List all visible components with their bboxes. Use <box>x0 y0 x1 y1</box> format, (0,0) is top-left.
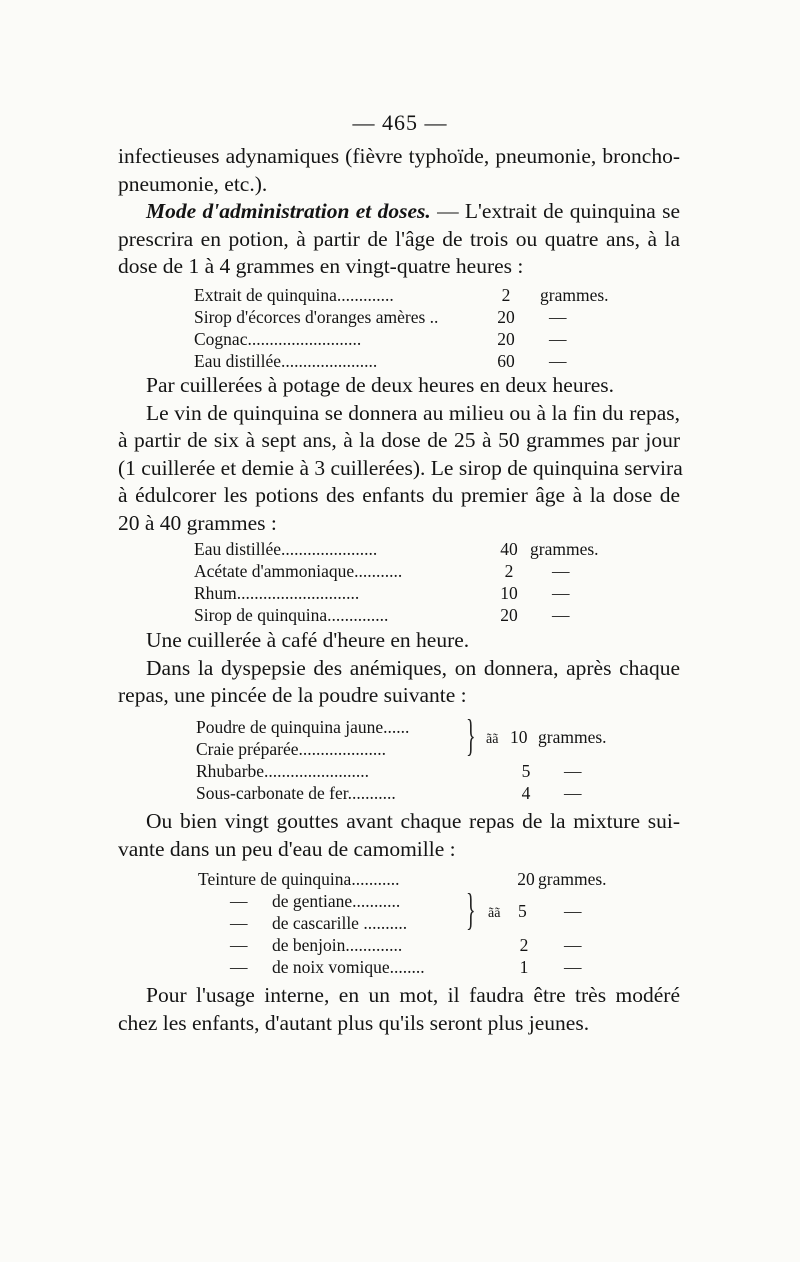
prescription-row <box>194 306 614 328</box>
prescription-row <box>194 604 614 626</box>
ingredient: Acétate d'ammoniaque........... <box>194 561 403 581</box>
paragraph-conclusion <box>118 982 680 1037</box>
unit: — <box>549 307 567 327</box>
paragraph-vin-quinquina <box>118 372 683 537</box>
quantity: 10 <box>510 727 528 747</box>
unit: — <box>552 561 570 581</box>
text-line: Dans la dyspepsie des anémiques, on donnera, après chaque <box>146 655 680 680</box>
unit: grammes. <box>530 539 599 559</box>
text-line: Une cuillerée à café d'heure en heure. <box>146 628 470 652</box>
prescription-row <box>194 328 614 350</box>
prescription-4 <box>198 868 638 978</box>
ingredient: Rhubarbe........................ <box>196 761 370 781</box>
prescription-row <box>198 868 638 890</box>
brace-icon: } <box>466 711 476 760</box>
ingredient: Eau distillée...................... <box>194 351 378 371</box>
ingredient: Sirop d'écorces d'oranges amères .. <box>194 307 439 327</box>
quantity: 20 <box>500 605 518 625</box>
text-line: Le vin de quinquina se donnera au milieu ou à la fin du repas, <box>146 400 680 425</box>
text-line <box>118 198 680 226</box>
prescription-row <box>196 782 636 804</box>
ingredient: Cognac.......................... <box>194 329 362 349</box>
prescription-row <box>194 582 614 604</box>
quantity: 2 <box>501 285 511 305</box>
quantity: 5 <box>521 761 531 781</box>
quantity: 60 <box>497 351 515 371</box>
prescription-row <box>196 760 636 782</box>
ingredient: de noix vomique........ <box>272 957 425 977</box>
ingredient: Extrait de quinquina............. <box>194 285 394 305</box>
ditto-dash: — <box>230 935 248 955</box>
text-line: prescrira en potion, à partir de l'âge de trois ou quatre ans, à la <box>118 226 680 251</box>
quantity: 20 <box>497 307 515 327</box>
section-heading: Mode d'administration et doses. <box>146 199 431 223</box>
ditto-dash: — <box>230 891 248 911</box>
unit: grammes. <box>538 869 607 889</box>
unit: grammes. <box>538 727 607 747</box>
prescription-1 <box>194 284 614 372</box>
quantity: 2 <box>504 561 514 581</box>
paragraph-mixture <box>118 808 680 863</box>
prescription-row <box>194 538 614 560</box>
text-line: Pour l'usage interne, en un mot, il faudra être très modéré <box>146 983 680 1007</box>
prescription-3 <box>196 711 636 804</box>
paragraph-mode-administration <box>118 198 680 281</box>
unit: — <box>564 901 582 921</box>
unit: grammes. <box>540 285 609 305</box>
text-line: Par cuillerées à potage de deux heures en deux heures. <box>146 373 615 397</box>
paragraph-dyspepsie <box>118 627 680 710</box>
text-line: repas, une pincée de la poudre suivante : <box>118 683 467 707</box>
text-line: vante dans un peu d'eau de camomille : <box>118 836 456 861</box>
ditto-dash: — <box>230 913 248 933</box>
ana-abbreviation: ãã <box>488 906 501 921</box>
quantity: 5 <box>518 901 527 921</box>
ingredient: Sirop de quinquina.............. <box>194 605 389 625</box>
quantity: 10 <box>500 583 518 603</box>
ingredient: de cascarille .......... <box>272 913 408 933</box>
brace-icon: } <box>466 885 476 934</box>
unit: — <box>552 583 570 603</box>
prescription-row <box>194 560 614 582</box>
text-line: dose de 1 à 4 grammes en vingt-quatre heures : <box>118 254 524 278</box>
prescription-row <box>194 350 614 372</box>
ingredient: Poudre de quinquina jaune...... <box>196 717 410 737</box>
quantity: 1 <box>519 957 529 977</box>
text-line: 20 à 40 grammes : <box>118 510 277 535</box>
unit: — <box>564 761 582 781</box>
quantity: 2 <box>519 935 529 955</box>
text-line: infectieuses adynamiques (fièvre typhoïde, pneumonie, broncho- <box>118 144 680 168</box>
text-line: chez les enfants, d'autant plus qu'ils seront plus jeunes. <box>118 1010 590 1035</box>
ana-abbreviation: ãã <box>486 732 499 747</box>
paragraph-intro <box>118 143 680 198</box>
ingredient: Sous-carbonate de fer........... <box>196 783 396 803</box>
unit: — <box>549 351 567 371</box>
ingredient: Rhum............................ <box>194 583 360 603</box>
page-number: — 465 — <box>352 110 448 135</box>
unit: — <box>564 783 582 803</box>
unit: — <box>552 605 570 625</box>
quantity: 20 <box>517 869 535 889</box>
text-line: pneumonie, etc.). <box>118 171 268 196</box>
text-line: à partir de six à sept ans, à la dose de 25 à 50 grammes par jour <box>118 428 680 452</box>
quantity: 4 <box>521 783 531 803</box>
ditto-dash: — <box>230 957 248 977</box>
ingredient: Eau distillée...................... <box>194 539 378 559</box>
unit: — <box>549 329 567 349</box>
prescription-2 <box>194 538 614 626</box>
text-line: Ou bien vingt gouttes avant chaque repas de la mixture sui- <box>146 809 680 833</box>
text-span: — L'extrait de quinquina se <box>430 199 680 223</box>
quantity: 40 <box>500 539 518 559</box>
ingredient: de gentiane........... <box>272 891 401 911</box>
prescription-row <box>198 934 638 956</box>
text-line: (1 cuillerée et demie à 3 cuillerées). Le sirop de quinquina servira <box>118 455 683 480</box>
prescription-row <box>198 956 638 978</box>
unit: — <box>564 957 582 977</box>
quantity: 20 <box>497 329 515 349</box>
unit: — <box>564 935 582 955</box>
ingredient: Craie préparée.................... <box>196 739 386 759</box>
ingredient: Teinture de quinquina........... <box>198 869 400 889</box>
prescription-row <box>194 284 614 306</box>
ingredient: de benjoin............. <box>272 935 403 955</box>
text-line: à édulcorer les potions des enfants du premier âge à la dose de <box>118 483 680 507</box>
